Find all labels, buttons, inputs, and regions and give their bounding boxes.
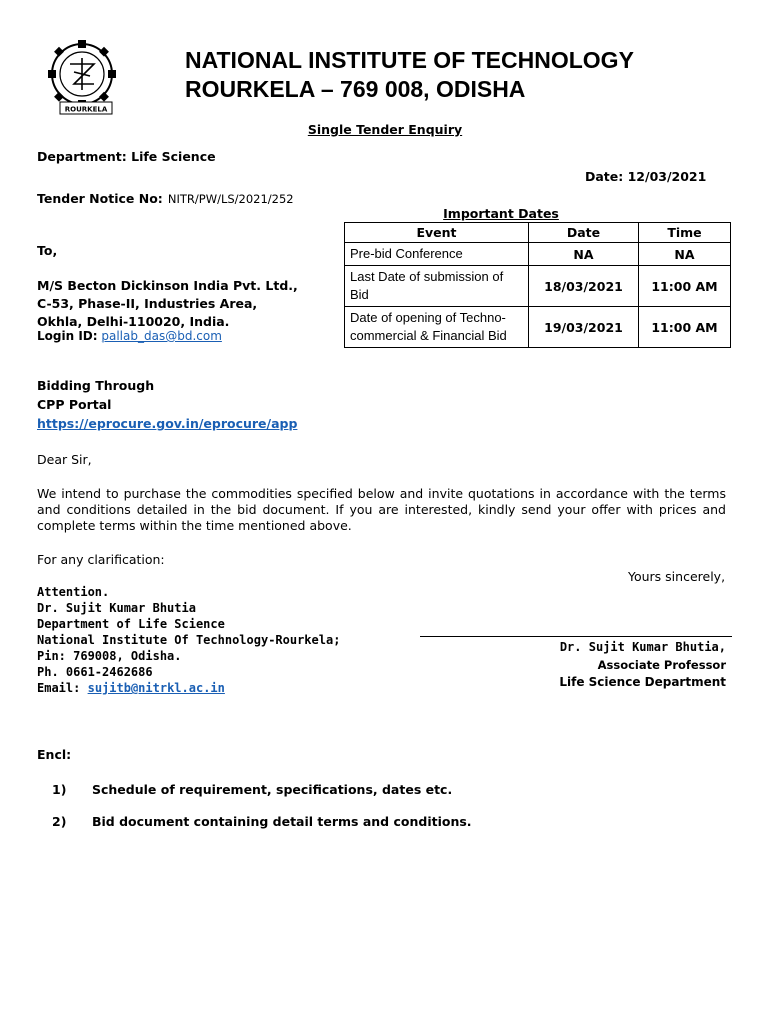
login-label: Login ID:: [37, 329, 98, 343]
addressee-line-1: M/S Becton Dickinson India Pvt. Ltd.,: [37, 278, 298, 293]
tender-number: NITR/PW/LS/2021/252: [167, 192, 294, 206]
important-dates-title: Important Dates: [443, 206, 559, 221]
email-label: Email:: [37, 681, 81, 695]
subject: Single Tender Enquiry: [307, 122, 463, 137]
enclosure-item-1: Schedule of requirement, specifications, dates etc.: [92, 782, 453, 797]
important-dates-table: [344, 222, 731, 348]
time-cell: 11:00 AM: [639, 266, 731, 307]
time-cell: 11:00 AM: [639, 307, 731, 348]
body-paragraph: We intend to purchase the commodities specified below and invite quotations in accordance with the terms and conditions detailed in the bid document. If you are interested, kindly send your offer with prices and complete terms within the time mentioned above.: [37, 486, 726, 533]
enclosure-num-2: 2): [52, 814, 67, 829]
enclosure-num-1: 1): [52, 782, 67, 797]
contact-phone: Ph. 0661-2462686: [37, 665, 153, 679]
email-link[interactable]: sujitb@nitrkl.ac.in: [87, 681, 225, 695]
contact-dept: Department of Life Science: [37, 617, 225, 631]
date-cell: NA: [529, 243, 639, 266]
contact-block: [37, 584, 340, 696]
bidding-block: [37, 376, 297, 433]
enclosure-label: Encl:: [37, 747, 72, 762]
login-email-link[interactable]: pallab_das@bd.com: [101, 329, 222, 343]
page-title: [185, 46, 634, 104]
addressee-line-2: C-53, Phase-II, Industries Area,: [37, 296, 258, 311]
signature-line: [420, 636, 732, 637]
table-row: [345, 243, 731, 266]
to-label: To,: [37, 243, 58, 258]
tender-label: Tender Notice No:: [37, 191, 163, 206]
header-time: Time: [639, 223, 731, 243]
event-cell: Date of opening of Techno-commercial & Financial Bid: [345, 307, 529, 348]
table-header-row: [345, 223, 731, 243]
signature-name: Dr. Sujit Kumar Bhutia,: [559, 640, 726, 654]
header-event: Event: [345, 223, 529, 243]
time-cell: NA: [639, 243, 731, 266]
portal-link[interactable]: https://eprocure.gov.in/eprocure/app: [37, 416, 298, 431]
title-line-2: ROURKELA – 769 008, ODISHA: [185, 76, 526, 102]
department: Department: Life Science: [37, 149, 216, 164]
logo-text: ROURKELA: [64, 105, 108, 114]
bidding-line-1: Bidding Through: [37, 378, 155, 393]
institute-logo: [44, 40, 128, 116]
contact-email: [37, 680, 340, 696]
header-date: Date: [529, 223, 639, 243]
contact-name: Dr. Sujit Kumar Bhutia: [37, 601, 196, 615]
contact-institute: National Institute Of Technology-Rourkela;: [37, 633, 341, 647]
addressee-block: [37, 277, 298, 331]
bidding-line-2: CPP Portal: [37, 397, 112, 412]
date: Date: 12/03/2021: [585, 169, 707, 184]
signature-block: [559, 639, 726, 689]
contact-pin: Pin: 769008, Odisha.: [37, 649, 182, 663]
table-row: [345, 307, 731, 348]
event-cell: Last Date of submission of Bid: [345, 266, 529, 307]
tender-notice: [37, 188, 294, 207]
event-cell: Pre-bid Conference: [345, 243, 529, 266]
signature-title: Associate Professor: [597, 658, 726, 672]
login-id: [37, 329, 222, 343]
salutation: Dear Sir,: [37, 452, 92, 467]
title-line-1: NATIONAL INSTITUTE OF TECHNOLOGY: [185, 47, 634, 73]
date-cell: 19/03/2021: [529, 307, 639, 348]
addressee-line-3: Okhla, Delhi-110020, India.: [37, 314, 230, 329]
contact-attention: Attention.: [37, 585, 110, 599]
clarification: For any clarification:: [37, 552, 165, 567]
signature-dept: Life Science Department: [559, 675, 726, 689]
date-cell: 18/03/2021: [529, 266, 639, 307]
enclosure-item-2: Bid document containing detail terms and conditions.: [92, 814, 472, 829]
closing: Yours sincerely,: [628, 569, 726, 584]
table-row: [345, 266, 731, 307]
